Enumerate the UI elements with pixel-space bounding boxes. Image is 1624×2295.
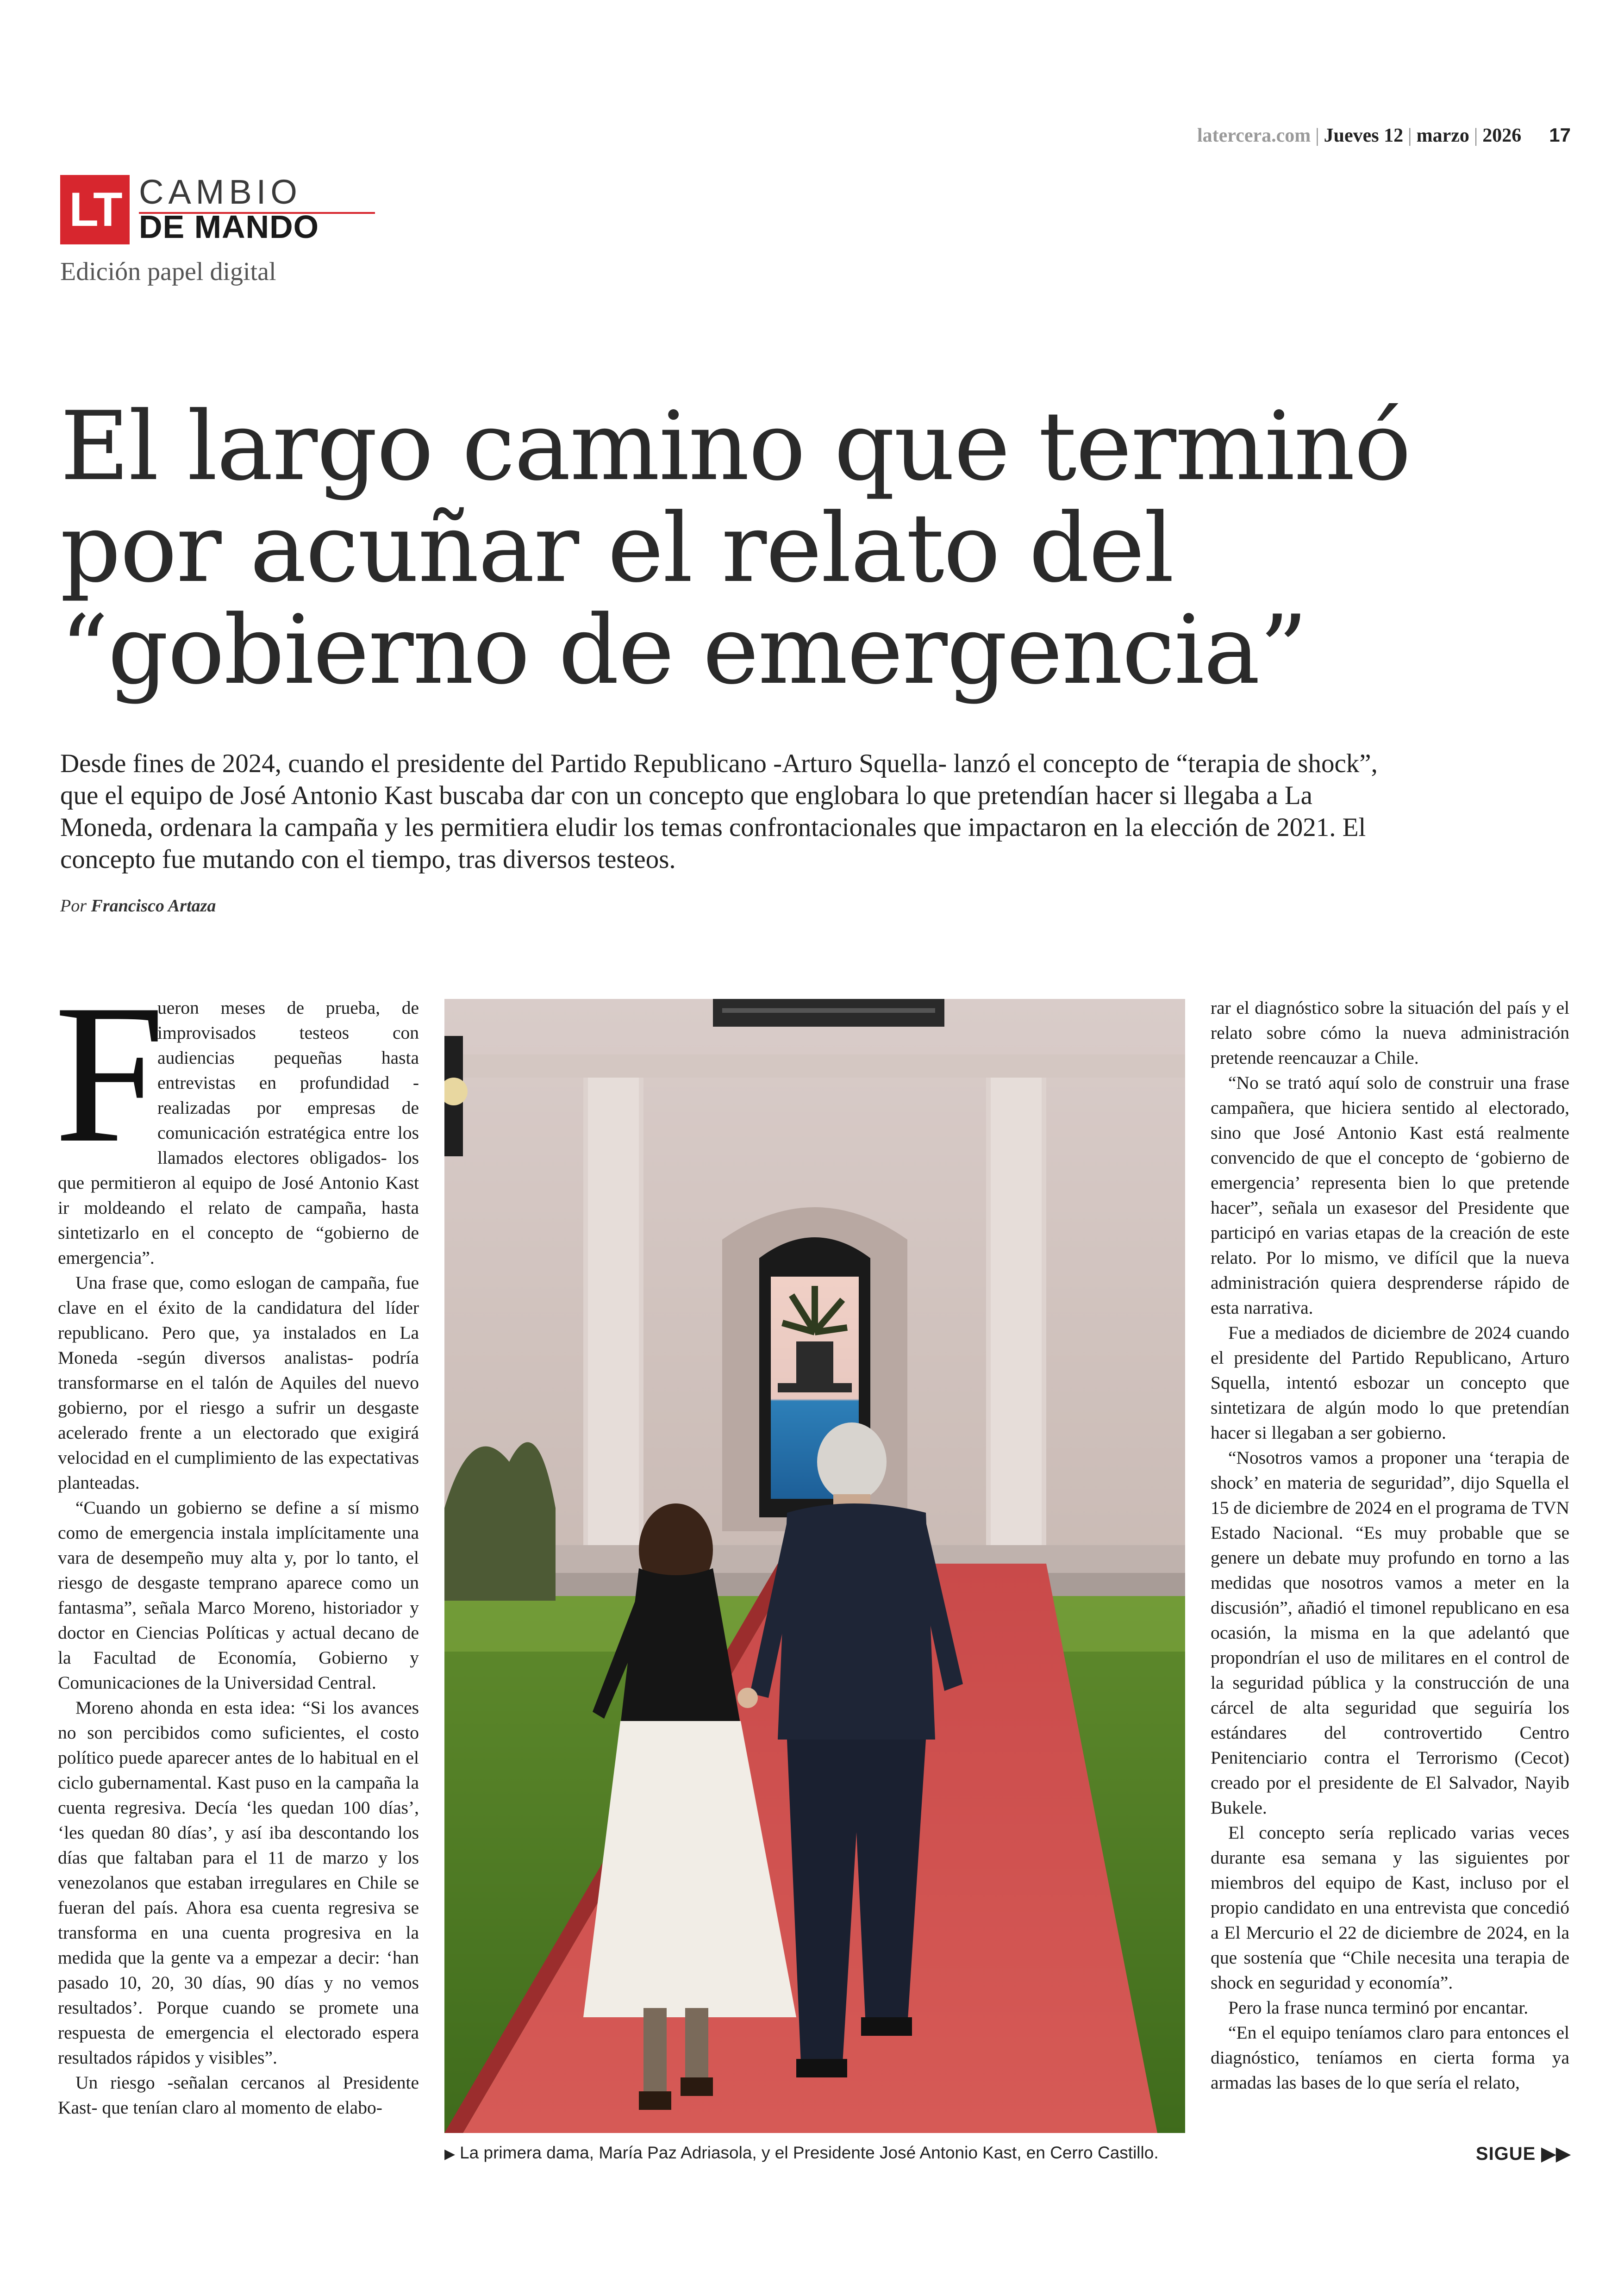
page-folio: latercera.com | Jueves 12 | marzo | 2026 17	[1197, 124, 1571, 146]
byline-author: Francisco Artaza	[91, 896, 216, 916]
article-photo	[444, 999, 1185, 2133]
site-url[interactable]: latercera.com	[1197, 125, 1311, 146]
logo-line-de-mando: DE MANDO	[139, 209, 319, 245]
paragraph: Una frase que, como eslogan de campaña, fue clave en el éxito de la candidatura del líder republicano. Pero que, ya instalados en La Moneda -según diversos analistas- podría transformarse en el talón de Aquiles del nuevo gobierno, por el riesgo a sufrir un desgaste acelerado frente a un electorado que exigirá velocidad en el cumplimiento de las expectativas planteadas.	[58, 1272, 419, 1493]
byline-prefix: Por	[60, 896, 87, 916]
headline-line-1: El largo camino que terminó	[60, 392, 1411, 502]
lt-logo-mark: LT	[60, 175, 130, 244]
article-deck: Desde fines de 2024, cuando el presidente del Partido Republicano -Arturo Squella- lanzó el concepto de “terapia de shock”, que el equipo de José Antonio Kast buscaba dar con un concepto que englobara lo que pretendían hacer si llegaba a La Moneda, ordenara la campaña y les permitiera eludir los temas confrontacionales que impactaron en la elección de 2021. El concepto fue mutando con el tiempo, tras diversos testeos.	[60, 749, 1378, 874]
drop-cap: F	[54, 964, 165, 1184]
paragraph: F ueron meses de prueba, de improvisados testeos con audiencias pequeñas hasta entrevistas en profundidad -realizadas por empresas de comunicación estratégica entre los llamados electores obligados- los que permitieron al equipo de José Antonio Kast ir moldeando el relato de campaña, hasta sintetizarlo en el concepto de “gobierno de emergencia”.	[54, 964, 419, 1268]
headline-line-2: por acuñar el relato del	[60, 493, 1174, 604]
photo-caption: ▶ La primera dama, María Paz Adriasola, y el Presidente José Antonio Kast, en Cerro Castillo.	[444, 2143, 1159, 2162]
paragraph: Pero la frase nunca terminó por encantar.	[1228, 1997, 1529, 2018]
headline-line-3: “gobierno de emergencia”	[60, 595, 1307, 705]
issue-day: Jueves 12	[1324, 125, 1404, 146]
paragraph: Fue a mediados de diciembre de 2024 cuando el presidente del Partido Republicano, Arturo Squella, intentó esbozar un concepto que sintetizara de algún modo lo que pretendían hacer si llegaban a ser gobierno.	[1211, 1322, 1569, 1443]
issue-year: 2026	[1482, 125, 1522, 146]
caption-triangle-icon: ▶	[444, 2146, 456, 2162]
page-number: 17	[1549, 124, 1571, 146]
continue-link[interactable]: SIGUE ▶▶	[1475, 2144, 1571, 2164]
article-column-2	[1211, 995, 1569, 2095]
byline	[60, 896, 216, 916]
paragraph: “En el equipo teníamos claro para entonces el diagnóstico, teníamos en cierta forma ya armadas las bases de lo que sería el relato,	[1211, 2022, 1569, 2093]
paragraph: rar el diagnóstico sobre la situación del país y el relato sobre cómo la nueva administración pretende reencauzar a Chile.	[1211, 998, 1569, 1068]
section-logo	[60, 175, 319, 244]
edition-label: Edición papel digital	[60, 257, 276, 286]
photo-illustration	[444, 999, 1185, 2133]
paragraph: “Cuando un gobierno se define a sí mismo como de emergencia instala implícitamente una vara de desempeño muy alta y, por lo tanto, el riesgo de desgaste temprano aparece como un fantasma”, señala Marco Moreno, historiador y doctor en Ciencias Políticas y actual decano de la Facultad de Economía, Gobierno y Comunicaciones de la Universidad Central.	[58, 1497, 419, 1693]
paragraph: Moreno ahonda en esta idea: “Si los avances no son percibidos como suficientes, el costo político puede aparecer antes de lo habitual en el ciclo gubernamental. Kast puso en la campaña la cuenta regresiva. Decía ‘les quedan 100 días’, ‘les quedan 80 días’, y así iba descontando los días que faltaban para el 11 de marzo y los venezolanos que estaban irregulares en Chile se fueran del país. Ahora esa cuenta regresiva se transforma en una cuenta progresiva en la medida que la gente va a empezar a decir: ‘han pasado 10, 20, 30 días, 90 días y no vemos resultados’. Porque cuando se promete una respuesta de emergencia el electorado espera resultados rápidos y visibles”.	[58, 1697, 419, 2068]
logo-line-cambio: CAMBIO	[139, 173, 302, 211]
article-headline	[60, 392, 1449, 705]
paragraph: “Nosotros vamos a proponer una ‘terapia de shock’ en materia de seguridad”, dijo Squella el 15 de diciembre de 2024 en el programa de TVN Estado Nacional. “Es muy probable que se genere un debate muy profundo en torno a las medidas que nosotros vamos a meter en la discusión”, añadió el timonel republicano en esa ocasión, la misma en la que adelantó que propondrían el uso de militares en el control de la seguridad pública y la construcción de una cárcel de alta seguridad que seguiría los estándares del controvertido Centro Penitenciario contra el Terrorismo (Cecot) creado por el presidente de El Salvador, Nayib Bukele.	[1211, 1447, 1569, 1818]
paragraph: Un riesgo -señalan cercanos al Presidente Kast- que tenían claro al momento de elabo-	[58, 2072, 419, 2118]
paragraph: El concepto sería replicado varias veces durante esa semana y las siguientes por miembros del equipo de Kast, incluso por el propio candidato en una entrevista que concedió a El Mercurio el 22 de diciembre de 2024, en la que sostenía que “Chile necesita una terapia de shock en seguridad y economía”.	[1211, 1822, 1569, 1993]
issue-month: marzo	[1416, 125, 1469, 146]
paragraph: “No se trató aquí solo de construir una frase campañera, que hiciera sentido al electorado, sino que José Antonio Kast está realmente convencido de que el concepto de ‘gobierno de emergencia’ representa bien lo que pretende hacer”, señala un exasesor del Presidente que participó en varias etapas de la creación de este relato. Por lo mismo, ve difícil que la nueva administración quiera desprenderse rápido de esta narrativa.	[1211, 1073, 1569, 1318]
article-column-1	[54, 964, 419, 2120]
